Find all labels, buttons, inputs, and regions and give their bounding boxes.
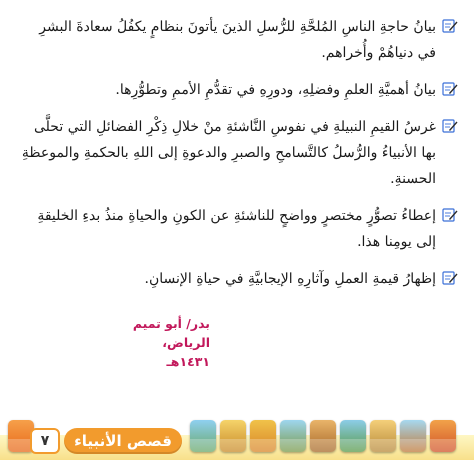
footer-illustration-tile	[250, 420, 276, 452]
footer-illustration-tile	[400, 420, 426, 452]
pen-icon	[442, 271, 458, 285]
pen-icon	[442, 82, 458, 96]
bullet-item	[20, 14, 458, 66]
bullet-item	[20, 114, 458, 192]
footer-illustration-tile	[310, 420, 336, 452]
page-content	[20, 14, 458, 303]
bullet-text: بيانُ أهميَّةِ العلمِ وفضلِهِ، ودورِهِ في تقدُّمِ الأممِ وتطوُّرِها.	[115, 82, 436, 98]
footer-illustration-tile	[220, 420, 246, 452]
pen-icon	[442, 119, 458, 133]
pen-icon	[442, 19, 458, 33]
page-number: ٧	[30, 428, 60, 454]
footer-illustration-tile	[430, 420, 456, 452]
bullet-text: إعطاءُ تصوُّرٍ مختصرٍ وواضحٍ للناشئةِ عن الكونِ والحياةِ منذُ بدءِ الخليقةِ إلى يومِنا هذا.	[37, 208, 436, 250]
signature-author: بدر/ أبو تميم	[132, 316, 210, 331]
footer-illustration-tile	[190, 420, 216, 452]
signature	[130, 314, 210, 371]
bullet-text: بيانُ حاجةِ الناسِ المُلحَّةِ للرُّسلِ الذينَ يأتونَ بنظامٍ يكفُلُ سعادةَ البشرِ في دنياهُمْ وأُخراهم.	[39, 19, 436, 61]
bullet-item	[20, 266, 458, 292]
bullet-item	[20, 77, 458, 103]
footer-illustration-tile	[370, 420, 396, 452]
footer-illustration-tile	[280, 420, 306, 452]
pen-icon	[442, 208, 458, 222]
book-title: قصص الأنبياء	[64, 428, 182, 454]
signature-place-date: الرياض، ١٤٣١هـ	[162, 335, 210, 369]
bullet-text: غرسُ القيمِ النبيلةِ في نفوسِ النَّاشئةِ منْ خلالِ ذِكْرِ الفضائلِ التي تحلَّى بها الأنبياءُ والرُّسلُ كالتَّسامحِ والصبرِ والدعوةِ إلى اللهِ بالحكمةِ والموعظةِ الحسنةِ.	[21, 119, 436, 187]
footer-bar	[0, 414, 474, 460]
bullet-item	[20, 203, 458, 255]
bullet-text: إظهارُ قيمةِ العملِ وآثارِهِ الإيجابيَّةِ في حياةِ الإنسانِ.	[144, 271, 436, 287]
footer-illustration-tile	[340, 420, 366, 452]
